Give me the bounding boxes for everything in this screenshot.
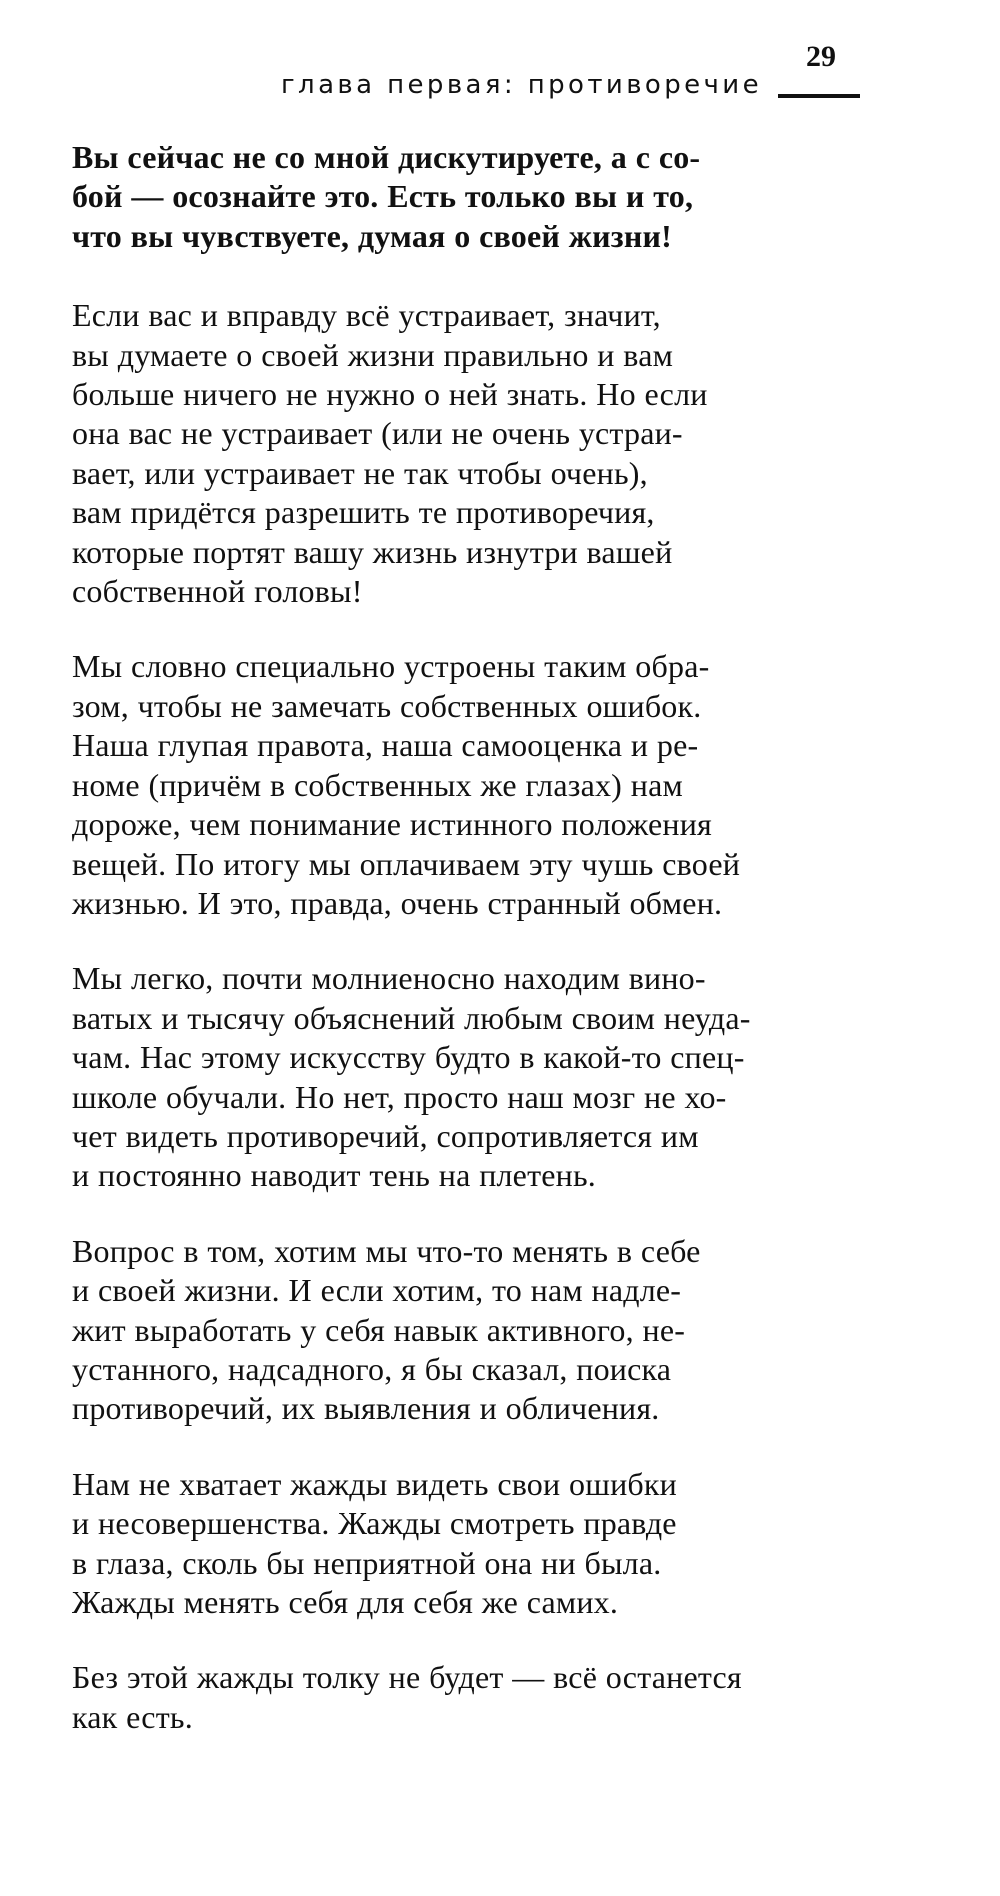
text-line: и своей жизни. И если хотим, то нам надле- [72, 1272, 682, 1309]
text-line: вы думаете о своей жизни правильно и вам [72, 336, 674, 373]
text-line: вам придётся разрешить те противоречия, [72, 494, 655, 531]
text-line: Мы легко, почти молниеносно находим вино- [72, 960, 706, 997]
text-line: дороже, чем понимание истинного положения [72, 806, 712, 843]
text-line: она вас не устраивает (или не очень устраи- [72, 415, 683, 452]
header-rule [778, 94, 860, 98]
page-number: 29 [806, 40, 836, 73]
text-line: противоречий, их выявления и обличения. [72, 1390, 660, 1427]
text-line: в глаза, сколь бы неприятной она ни была. [72, 1544, 662, 1581]
text-line: ватых и тысячу объяснений любым своим неуда- [72, 999, 751, 1036]
paragraph [72, 647, 878, 923]
paragraph [72, 296, 878, 611]
text-line: Жажды менять себя для себя же самих. [72, 1584, 619, 1620]
paragraph [72, 1658, 878, 1737]
text-line: Если вас и вправду всё устраивает, значит, [72, 297, 661, 334]
paragraph [72, 1465, 878, 1623]
text-line: что вы чувствуете, думая о своей жизни! [72, 217, 672, 254]
text-line: жит выработать у себя навык активного, не- [72, 1311, 686, 1348]
text-line: которые портят вашу жизнь изнутри вашей [72, 533, 673, 570]
text-line: бой — осознайте это. Есть только вы и то, [72, 178, 694, 215]
text-line: вещей. По итогу мы оплачиваем эту чушь своей [72, 845, 741, 882]
text-line: номе (причём в собственных же глазах) нам [72, 766, 683, 803]
text-line: Наша глупая правота, наша самооценка и ре- [72, 727, 699, 764]
text-line: больше ничего не нужно о ней знать. Но если [72, 376, 708, 413]
text-line: Без этой жажды толку не будет — всё останется [72, 1659, 742, 1696]
text-line: Нам не хватает жажды видеть свои ошибки [72, 1465, 677, 1502]
paragraph-lead [72, 138, 878, 256]
paragraph [72, 959, 878, 1195]
text-line: и несовершенства. Жажды смотреть правде [72, 1505, 677, 1542]
text-line: Вопрос в том, хотим мы что-то менять в себе [72, 1232, 701, 1269]
page-header [0, 0, 1000, 110]
body-text [72, 138, 878, 1773]
text-line: Мы словно специально устроены таким обра- [72, 648, 710, 685]
text-line: как есть. [72, 1698, 193, 1735]
text-line: чет видеть противоречий, сопротивляется им [72, 1117, 699, 1154]
paragraph [72, 1232, 878, 1429]
text-line: и постоянно наводит тень на плетень. [72, 1157, 596, 1194]
text-line: собственной головы! [72, 573, 363, 610]
text-line: зом, чтобы не замечать собственных ошибок. [72, 687, 702, 724]
text-line: устанного, надсадного, я бы сказал, поиска [72, 1350, 672, 1387]
text-line: жизнью. И это, правда, очень странный обмен. [72, 884, 723, 921]
text-line: Вы сейчас не со мной дискутируете, а с со- [72, 139, 701, 175]
text-line: вает, или устраивает не так чтобы очень), [72, 454, 648, 491]
text-line: чам. Нас этому искусству будто в какой-то спец- [72, 1039, 745, 1076]
running-head: глава первая: противоречие [281, 70, 762, 100]
text-line: школе обучали. Но нет, просто наш мозг не хо- [72, 1078, 727, 1115]
